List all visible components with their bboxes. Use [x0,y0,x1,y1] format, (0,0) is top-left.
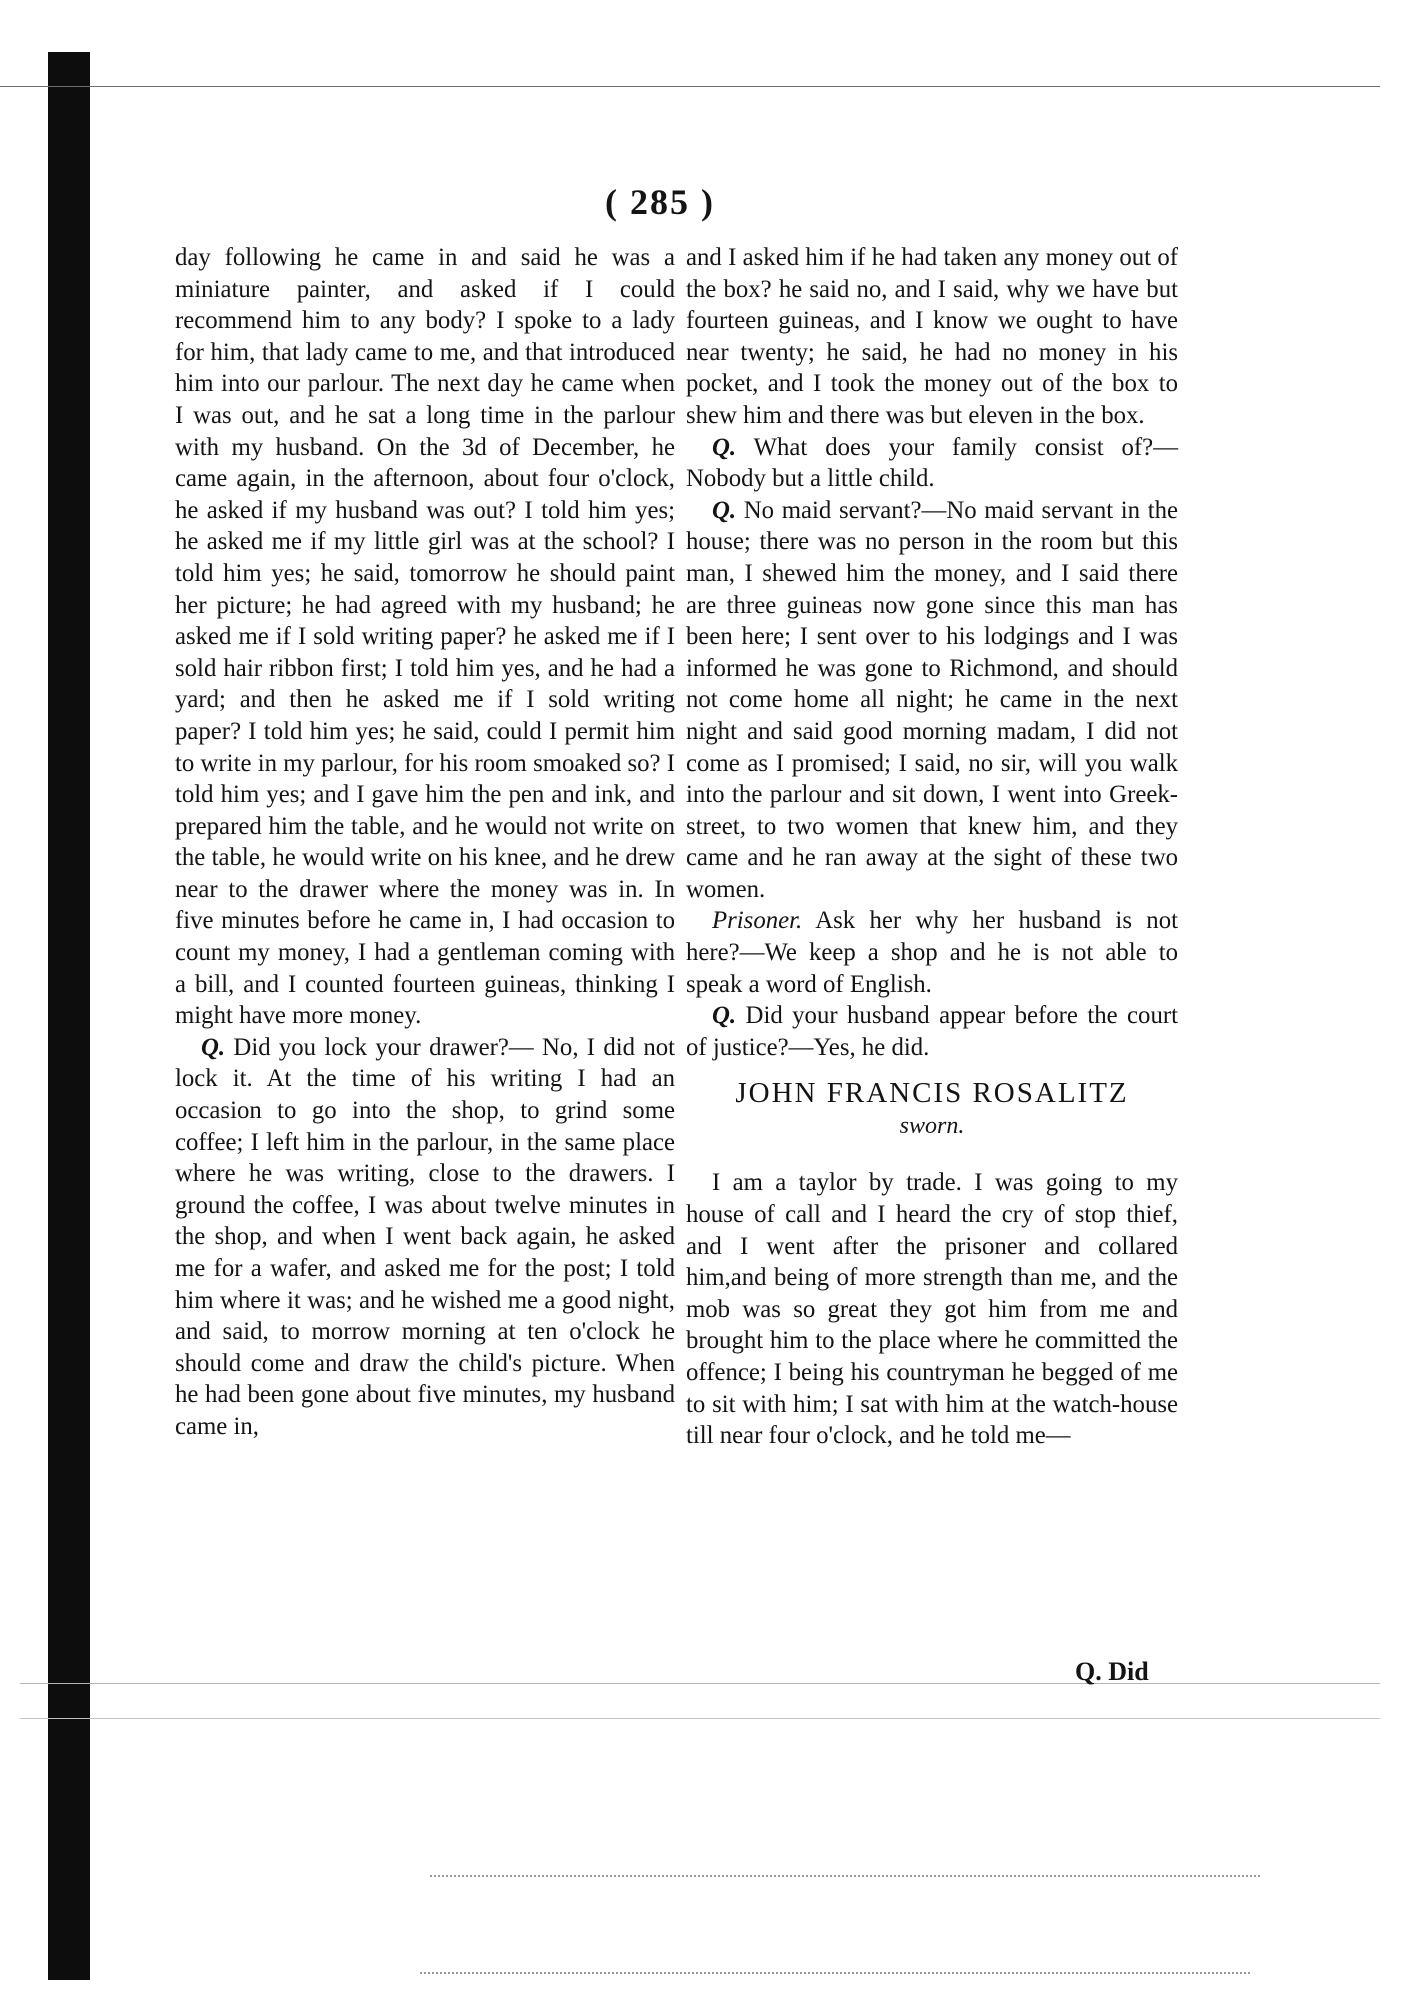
bottom-rule [20,1683,1380,1684]
catchword: Q. Did [1075,1657,1149,1686]
top-rule [0,86,1380,87]
left-paragraph-2 [175,1032,675,1443]
question-marker: Q. [712,1002,737,1030]
page-number: ( 285 ) [605,182,715,222]
question-marker: Q. [712,433,737,461]
right-paragraph-2 [686,432,1178,495]
question-text: Did your husband appear before the court of justice?—Yes, he did. [686,1002,1178,1061]
scan-specks-lower [420,1972,1250,1976]
scan-specks [430,1875,1260,1879]
testimony-paragraph: I am a taylor by trade. I was going to my house of call and I heard the cry of stop thief, and I went after the prisoner and collared him,and being of more strength than me, and the mob was so great they got him from me and brought him to the place where he committed the offence; I being his countryman he begged of me to sit with him; I sat with him at the watch-house till near four o'clock, and he told me— [686,1169,1178,1450]
prisoner-question-text: Ask her why her husband is not here?—We keep a shop and he is not able to speak a word of English. [686,907,1178,998]
right-paragraph-5 [686,1000,1178,1063]
question-text: No maid servant?—No maid servant in the house; there was no person in the room but this man, I shewed him the money, and I said there are three guineas now gone since this man has been here; I sent over to his lodgings and I was informed he was gone to Richmond, and should not come home all night; he came in the next night and said good morning madam, I did not come as I promised; I said, no sir, will you walk into the parlour and sit down, I went into Greek-street, to two women that knew him, and they came and he ran away at the sight of these two women. [686,496,1178,903]
question-marker: Q. [201,1033,226,1061]
question-text: Did you lock your drawer?— No, I did not lock it. At the time of his writing I had an occasion to go into the shop, to grind some coffee; I left him in the parlour, in the same place where he was writing, close to the drawers. I ground the coffee, I was about twelve minutes in the shop, and when I went back again, he asked me for a wafer, and asked me for the post; I told him where it was; and he wished me a good night, and said, to morrow morning at ten o'clock he should come and draw the child's picture. When he had been gone about five minutes, my husband came in, [175,1033,676,1440]
witness-name: JOHN FRANCIS ROSALITZ [735,1077,1129,1110]
question-marker: Q. [712,496,737,524]
right-paragraph-4 [686,905,1178,1000]
speaker-label: Prisoner. [712,907,803,935]
binding-edge [48,52,90,1980]
question-text: What does your family consist of?—Nobody but a little child. [686,433,1178,493]
left-column [175,242,675,1443]
witness-oath: sworn. [899,1113,965,1140]
right-paragraph-1: and I asked him if he had taken any money out of the box? he said no, and I said, why we have but fourteen guineas, and I know we ought to have near twenty; he said, he had no money in his pocket, and I took the money out of the box to shew him and there was but eleven in the box. [686,244,1178,429]
bottom-rule-lower [20,1718,1380,1719]
right-paragraph-3 [686,495,1178,906]
left-paragraph-1: day following he came in and said he was a miniature painter, and asked if I could recommend him to any body? I spoke to a lady for him, that lady came to me, and that introduced him into our parlour. The next day he came when I was out, and he sat a long time in the parlour with my husband. On the 3d of December, he came again, in the afternoon, about four o'clock, he asked if my husband was out? I told him yes; he asked me if my little girl was at the school? I told him yes; he said, tomorrow he should paint her picture; he had agreed with my husband; he asked me if I sold writing paper? he asked me if I sold hair ribbon first; I told him yes, and he had a yard; and then he asked me if I sold writing paper? I told him yes; he said, could I permit him to write in my parlour, for his room smoaked so? I told him yes; and I gave him the pen and ink, and prepared him the table, and he would not write on the table, he would write on his knee, and he drew near to the drawer where the money was in. In five minutes before he came in, I had occasion to count my money, I had a gentleman coming with a bill, and I counted fourteen guineas, thinking I might have more money. [175,244,675,1030]
right-column [686,242,1178,1452]
